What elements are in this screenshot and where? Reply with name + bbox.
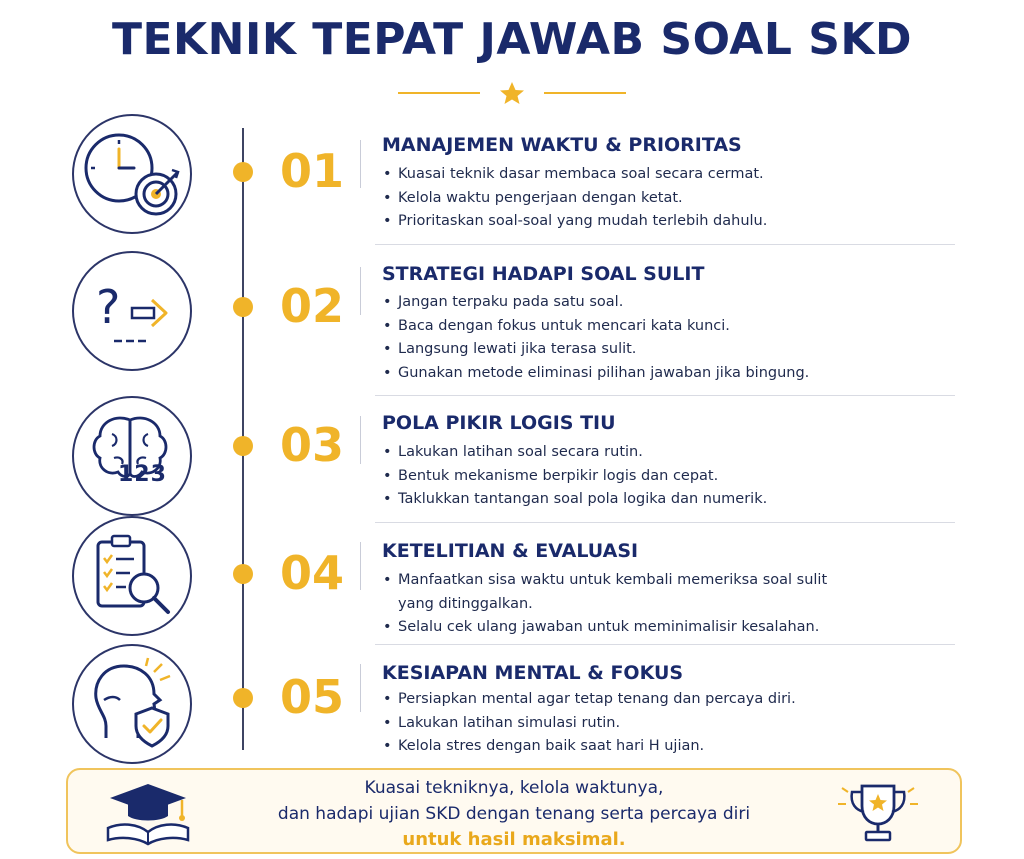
section-heading: POLA PIKIR LOGIS TIU — [382, 412, 616, 434]
bullet-list — [382, 291, 809, 385]
footer-line-3: untuk hasil maksimal. — [402, 829, 626, 850]
page-title: TEKNIK TEPAT JAWAB SOAL SKD — [111, 14, 913, 65]
list-item: • Baca dengan fokus untuk mencari kata kunci. — [382, 315, 809, 339]
list-item: • Gunakan metode eliminasi pilihan jawaban jika bingung. — [382, 362, 809, 386]
timeline-dot — [233, 436, 253, 456]
timeline-dot — [233, 688, 253, 708]
footer-line-1: Kuasai tekniknya, kelola waktunya, — [364, 778, 664, 798]
vertical-separator — [360, 542, 361, 590]
vertical-separator — [360, 416, 361, 464]
section-number: 02 — [280, 279, 345, 333]
list-item: • Jangan terpaku pada satu soal. — [382, 291, 809, 315]
list-item: • Manfaatkan sisa waktu untuk kembali memeriksa soal sulit — [382, 569, 827, 593]
footer-box — [66, 768, 962, 854]
icon-numbers — [118, 462, 167, 487]
star-divider-icon — [380, 80, 644, 110]
list-item: • Langsung lewati jika terasa sulit. — [382, 338, 809, 362]
section-divider — [375, 395, 955, 396]
list-item: • Lakukan latihan soal secara rutin. — [382, 441, 767, 465]
list-item-continuation: yang ditinggalkan. — [398, 595, 533, 612]
footer-line-2: dan hadapi ujian SKD dengan tenang serta percaya diri — [277, 804, 751, 824]
section-divider — [375, 244, 955, 245]
list-item: • Taklukkan tantangan soal pola logika dan numerik. — [382, 488, 767, 512]
section-heading: MANAJEMEN WAKTU & PRIORITAS — [382, 134, 742, 156]
list-item: • Kelola waktu pengerjaan dengan ketat. — [382, 187, 767, 211]
list-item: • Persiapkan mental agar tetap tenang dan percaya diri. — [382, 688, 796, 712]
vertical-separator — [360, 267, 361, 315]
bullet-list — [382, 441, 767, 512]
list-item: • Selalu cek ulang jawaban untuk meminimalisir kesalahan. — [382, 616, 827, 640]
list-item: • Kuasai teknik dasar membaca soal secara cermat. — [382, 163, 767, 187]
bullet-list — [382, 569, 827, 640]
section-number: 04 — [280, 546, 345, 600]
bullet-list — [382, 163, 767, 234]
section-number: 05 — [280, 670, 345, 724]
section-divider — [375, 522, 955, 523]
brain-numbers-icon — [72, 396, 192, 516]
icon-numbers-text: 123 — [118, 462, 167, 487]
timeline-dot — [233, 564, 253, 584]
timeline-dot — [233, 162, 253, 182]
list-item: • Prioritaskan soal-soal yang mudah terlebih dahulu. — [382, 210, 767, 234]
section-heading: STRATEGI HADAPI SOAL SULIT — [382, 263, 705, 285]
svg-text:?: ? — [96, 280, 121, 334]
clock-target-icon — [72, 114, 192, 234]
section-heading: KETELITIAN & EVALUASI — [382, 540, 639, 562]
vertical-separator — [360, 140, 361, 188]
question-arrow-icon — [72, 251, 192, 371]
list-item: • Lakukan latihan simulasi rutin. — [382, 712, 796, 736]
section-number: 01 — [280, 144, 345, 198]
bullet-list — [382, 688, 796, 759]
list-item: • Bentuk mekanisme berpikir logis dan cepat. — [382, 465, 767, 489]
trophy-icon — [828, 778, 928, 848]
vertical-separator — [360, 664, 361, 712]
head-shield-icon — [72, 644, 192, 764]
section-divider — [375, 644, 955, 645]
section-number: 03 — [280, 418, 345, 472]
section-heading: KESIAPAN MENTAL & FOKUS — [382, 662, 684, 684]
clipboard-magnifier-icon — [72, 516, 192, 636]
timeline-dot — [233, 297, 253, 317]
list-item: • Kelola stres dengan baik saat hari H ujian. — [382, 735, 796, 759]
